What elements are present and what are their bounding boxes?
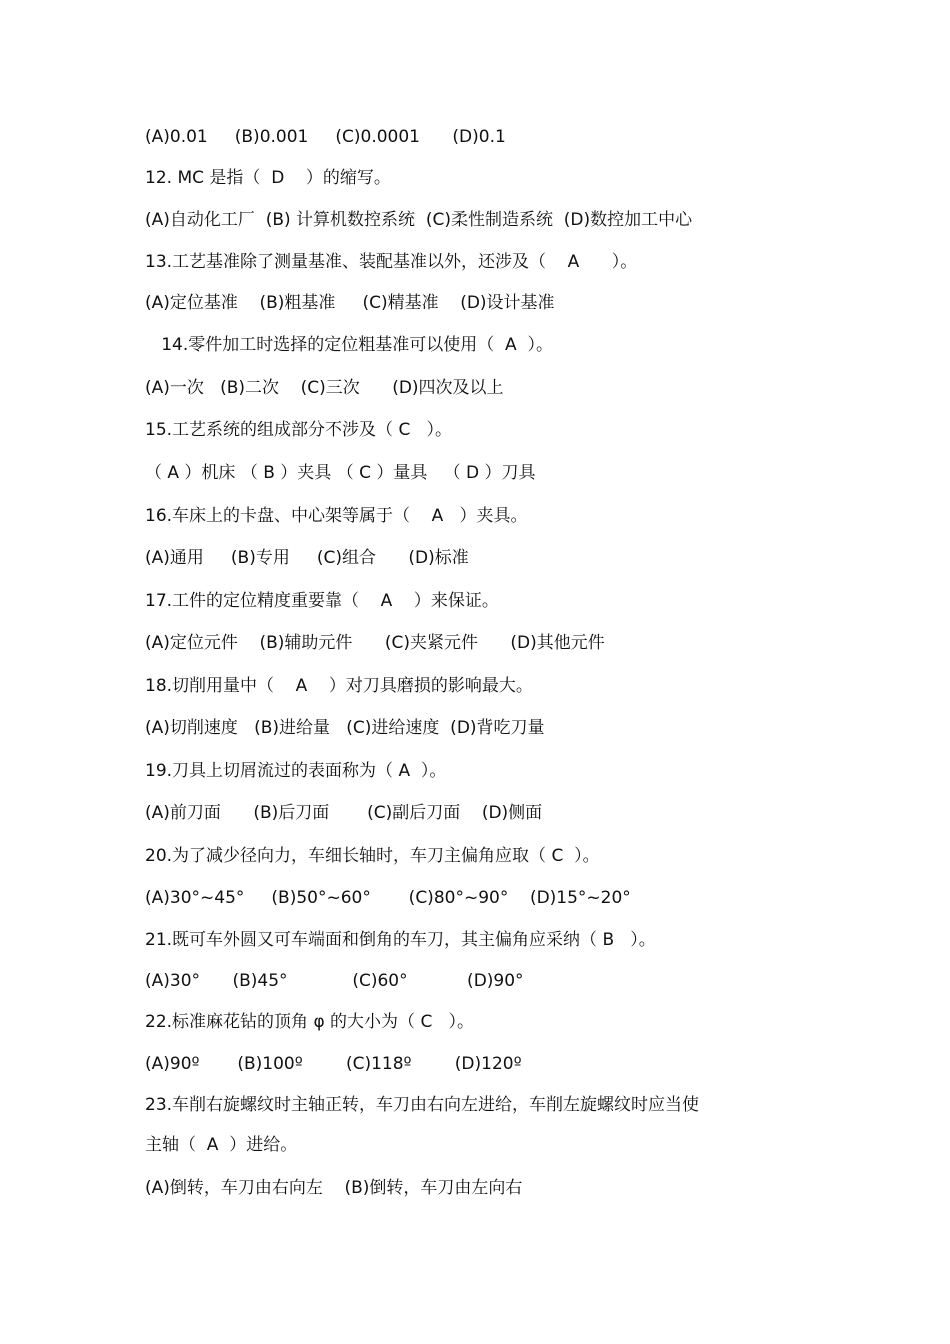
q21-question: 21.既可车外圆又可车端面和倒角的车刀，其主偏角应采纳（ B ）。 [145,930,656,950]
q12-question: 12. MC 是指（ D ）的缩写。 [145,168,391,188]
q14-options: (A)一次 (B)二次 (C)三次 (D)四次及以上 [145,378,504,398]
q16-question: 16.车床上的卡盘、中心架等属于（ A ）夹具。 [145,506,528,526]
q15-options: （ A ）机床 （ B ）夹具 （ C ）量具 （ D ）刀具 [145,463,536,483]
q11-options: (A)0.01 (B)0.001 (C)0.0001 (D)0.1 [145,127,506,147]
q19-options: (A)前刀面 (B)后刀面 (C)副后刀面 (D)侧面 [145,803,543,823]
q23-question: 23.车削右旋螺纹时主轴正转，车刀由右向左进给，车削左旋螺纹时应当使 [145,1095,700,1115]
q18-question: 18.切削用量中（ A ）对刀具磨损的影响最大。 [145,676,533,696]
q14-question: 14.零件加工时选择的定位粗基准可以使用（ A ）。 [145,335,553,355]
q18-options: (A)切削速度 (B)进给量 (C)进给速度 (D)背吃刀量 [145,718,545,738]
q22-question: 22.标准麻花钻的顶角 φ 的大小为（ C ）。 [145,1012,475,1032]
q20-question: 20.为了减少径向力，车细长轴时，车刀主偏角应取（ C ）。 [145,846,600,866]
q15-question: 15.工艺系统的组成部分不涉及（ C ）。 [145,420,453,440]
q13-options: (A)定位基准 (B)粗基准 (C)精基准 (D)设计基准 [145,293,555,313]
q20-options: (A)30°~45° (B)50°~60° (C)80°~90° (D)15°~20° [145,888,631,908]
q21-options: (A)30° (B)45° (C)60° (D)90° [145,971,524,991]
q22-options: (A)90º (B)100º (C)118º (D)120º [145,1054,522,1074]
q12-options: (A)自动化工厂 (B) 计算机数控系统 (C)柔性制造系统 (D)数控加工中心 [145,210,693,230]
q17-options: (A)定位元件 (B)辅助元件 (C)夹紧元件 (D)其他元件 [145,633,605,653]
q13-question: 13.工艺基准除了测量基准、装配基准以外，还涉及（ A ）。 [145,252,638,272]
q23-options: (A)倒转，车刀由右向左 (B)倒转，车刀由左向右 [145,1178,523,1198]
q23-question-continued: 主轴（ A ）进给。 [145,1135,298,1155]
q19-question: 19.刀具上切屑流过的表面称为（ A ）。 [145,761,447,781]
q17-question: 17.工件的定位精度重要靠（ A ）来保证。 [145,591,499,611]
q16-options: (A)通用 (B)专用 (C)组合 (D)标准 [145,548,469,568]
